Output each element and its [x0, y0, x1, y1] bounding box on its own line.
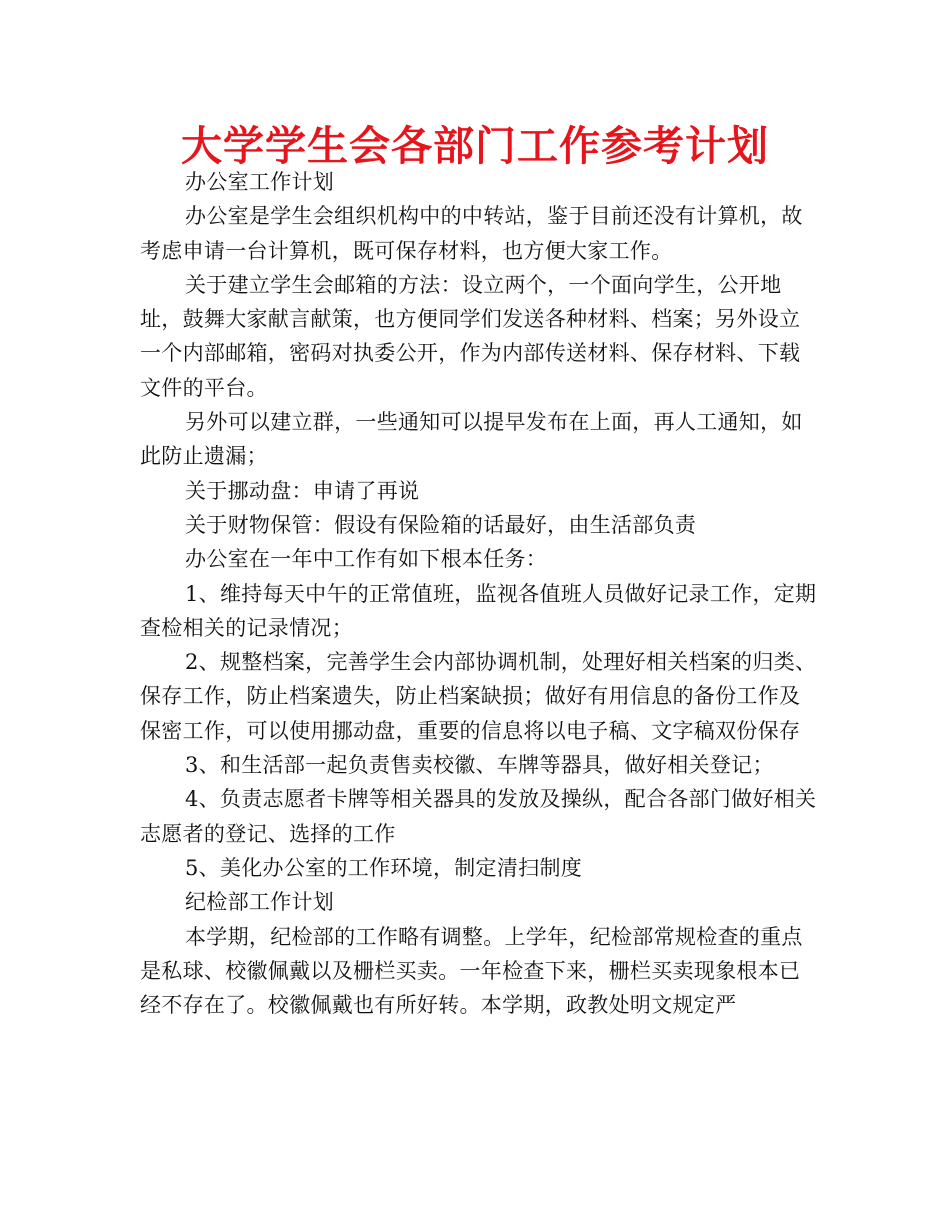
paragraph: 关于建立学生会邮箱的方法：设立两个，一个面向学生，公开地址，鼓舞大家献言献策，也方便同学们发送各种材料、档案；另外设立一个内部邮箱，密码对执委公开，作为内部传送材料、保存材料、下载文件的平台。 — [140, 272, 801, 400]
document-body — [140, 165, 820, 1022]
section-heading-office: 办公室工作计划 — [185, 170, 335, 194]
paragraph: 办公室在一年中工作有如下根本任务： — [185, 547, 548, 572]
section-heading-discipline: 纪检部工作计划 — [185, 890, 335, 915]
list-item: 5、美化办公室的工作环境，制定清扫制度 — [185, 855, 583, 880]
list-item: 1、维持每天中午的正常值班，监视各值班人员做好记录工作，定期查检相关的记录情况； — [140, 581, 817, 640]
list-item: 2、规整档案，完善学生会内部协调机制，处理好相关档案的归类、保存工作，防止档案遗失，防止档案缺损；做好有用信息的备份工作及保密工作，可以使用挪动盘，重要的信息将以电子稿、文字稿双份保存 — [140, 650, 817, 743]
paragraph: 办公室是学生会组织机构中的中转站，鉴于目前还没有计算机，故考虑申请一台计算机，既可保存材料，也方便大家工作。 — [140, 204, 803, 263]
paragraph: 关于财物保管：假设有保险箱的话最好，由生活部负责 — [185, 512, 697, 537]
paragraph: 另外可以建立群，一些通知可以提早发布在上面，再人工通知，如此防止遗漏； — [140, 410, 803, 469]
list-item: 4、负责志愿者卡牌等相关器具的发放及操纵，配合各部门做好相关志愿者的登记、选择的工作 — [140, 787, 817, 846]
list-item: 3、和生活部一起负责售卖校徽、车牌等器具，做好相关登记； — [185, 753, 774, 778]
paragraph: 本学期，纪检部的工作略有调整。上学年，纪检部常规检查的重点是私球、校徽佩戴以及栅栏买卖。一年检查下来，栅栏买卖现象根本已经不存在了。校徽佩戴也有所好转。本学期，政教处明文规定严 — [140, 924, 803, 1018]
paragraph: 关于挪动盘：申请了再说 — [185, 478, 420, 503]
document-title: 大学学生会各部门工作参考计划 — [181, 122, 769, 170]
